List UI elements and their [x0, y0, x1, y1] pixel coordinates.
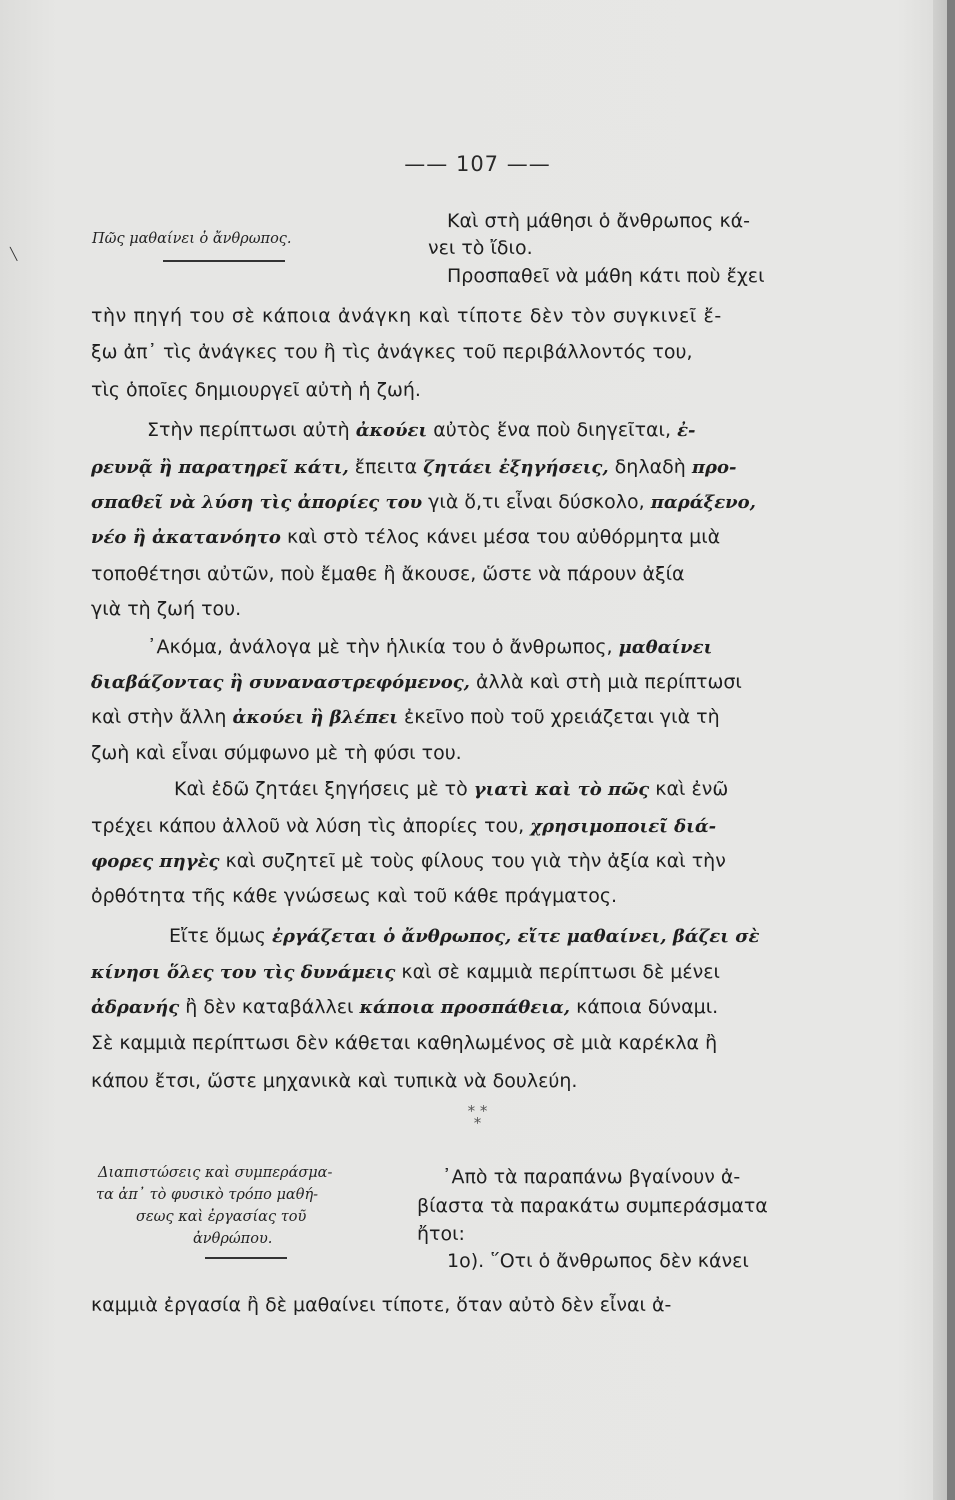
text-run: Σὲ καμμιὰ περίπτωσι δὲν κάθεται καθηλωμένος σὲ μιὰ καρέκλα ἢ [91, 1032, 718, 1054]
emphasis-text: κίνησι ὅλες του τὶς δυνάμεις [91, 962, 396, 983]
text-line [91, 708, 720, 727]
text-line [417, 1225, 465, 1244]
margin-note-line: σεως καὶ ἐργασίας τοῦ [136, 1209, 307, 1225]
page-number: —— 107 —— [404, 152, 551, 176]
text-line [91, 381, 421, 400]
text-line [91, 963, 720, 982]
text-line [91, 458, 736, 477]
text-run: ὀρθότητα τῆς κάθε γνώσεως καὶ τοῦ κάθε πράγματος. [91, 885, 618, 907]
scan-mark: ╲ [10, 247, 18, 261]
emphasis-text: φορες πηγὲς [91, 851, 220, 872]
text-run: ξω ἀπ᾿ τὶς ἀνάγκες του ἢ τὶς ἀνάγκες τοῦ περιβάλλοντός του, [91, 341, 693, 363]
emphasis-text: ἐργάζεται ὁ ἄνθρωπος, εἴτε μαθαίνει, βάζει σὲ [272, 926, 760, 947]
text-run: ἢ δὲν καταβάλλει [179, 996, 360, 1018]
text-run: δηλαδὴ [608, 456, 692, 478]
text-line [147, 638, 712, 657]
emphasis-text: ἀδρανής [91, 997, 180, 1018]
margin-note-line: ἀνθρώπου. [193, 1231, 273, 1247]
text-run: τὴν πηγή του σὲ κάποια ἀνάγκη καὶ τίποτε δὲν τὸν συγκινεῖ ἔ- [91, 305, 722, 327]
emphasis-text: σπαθεῖ νὰ λύση τὶς ἀπορίες του [91, 492, 423, 513]
emphasis-text: ρευνᾷ ἢ παρατηρεῖ κάτι, [91, 457, 349, 478]
text-run: 1ο). ῞Οτι ὁ ἄνθρωπος δὲν κάνει [447, 1250, 749, 1272]
text-run: ἀλλὰ καὶ στὴ μιὰ περίπτωσι [469, 671, 742, 693]
text-line [91, 852, 726, 871]
text-run: ἤτοι: [417, 1223, 465, 1245]
text-run: καμμιὰ ἐργασία ἢ δὲ μαθαίνει τίποτε, ὅταν αὐτὸ δὲν εἶναι ἀ- [91, 1294, 672, 1316]
margin-note-line: Διαπιστώσεις καὶ συμπεράσμα- [98, 1165, 333, 1181]
margin-rule-2 [205, 1257, 287, 1259]
text-line [91, 343, 693, 362]
scan-border [947, 0, 955, 1500]
emphasis-text: προ- [691, 457, 737, 478]
margin-note-line: τα ἀπ᾿ τὸ φυσικὸ τρόπο μαθή- [96, 1187, 319, 1203]
emphasis-text: κάποια προσπάθεια, [359, 997, 571, 1018]
emphasis-text: χρησιμοποιεῖ διά- [530, 816, 717, 837]
text-run: καὶ στὸ τέλος κάνει μέσα του αὐθόρμητα μιὰ [280, 526, 721, 548]
text-run: καὶ στὴν ἄλλη [91, 706, 233, 728]
text-line [447, 1252, 749, 1271]
text-run: Προσπαθεῖ νὰ μάθη κάτι ποὺ ἔχει [447, 265, 765, 287]
text-run: κάποια δύναμι. [570, 996, 719, 1018]
text-run: τοποθέτησι αὐτῶν, ποὺ ἔμαθε ἢ ἄκουσε, ὥστε νὰ πάρουν ἀξία [91, 563, 685, 585]
text-run: ἐκεῖνο ποὺ τοῦ χρειάζεται γιὰ τὴ [397, 706, 720, 728]
text-line [91, 493, 756, 512]
emphasis-text: διαβάζοντας ἢ συναναστρεφόμενος, [91, 672, 470, 693]
text-line [428, 239, 533, 258]
emphasis-text: γιατὶ καὶ τὸ πῶς [473, 779, 650, 800]
text-line [91, 1296, 671, 1315]
emphasis-text: ἀκούει ἢ βλέπει [232, 707, 398, 728]
section-asterism: * * * [467, 1102, 488, 1132]
text-line [447, 267, 765, 286]
text-run: καὶ σὲ καμμιὰ περίπτωσι δὲ μένει [395, 961, 720, 983]
emphasis-text: μαθαίνει [618, 637, 713, 658]
emphasis-text: ἀκούει [355, 420, 428, 441]
text-run: γιὰ τὴ ζωή του. [91, 598, 242, 620]
text-run: καὶ ἐνῶ [649, 778, 729, 800]
margin-note-how-man-learns: Πῶς μαθαίνει ὁ ἄνθρωπος. [92, 231, 292, 247]
text-run: ᾿Απὸ τὰ παραπάνω βγαίνουν ἀ- [442, 1166, 741, 1188]
text-line [91, 307, 722, 326]
text-line [169, 927, 759, 946]
text-run: Καὶ στὴ μάθησι ὁ ἄνθρωπος κά- [447, 210, 751, 232]
text-line [442, 1168, 740, 1187]
text-run: τὶς ὁποῖες δημιουργεῖ αὐτὴ ἡ ζωή. [91, 379, 421, 401]
text-run: ἔπειτα [348, 456, 424, 478]
text-run: Καὶ ἐδῶ ζητάει ξηγήσεις μὲ τὸ [174, 778, 474, 800]
text-run: καὶ συζητεῖ μὲ τοὺς φίλους του γιὰ τὴν ἀξία καὶ τὴν [219, 850, 726, 872]
text-line [147, 421, 695, 440]
emphasis-text: παράξενο, [650, 492, 756, 513]
text-run: νει τὸ ἴδιο. [428, 237, 533, 259]
text-run: βίαστα τὰ παρακάτω συμπεράσματα [417, 1195, 768, 1217]
text-line [91, 673, 742, 692]
text-run: ᾿Ακόμα, ἀνάλογα μὲ τὴν ἡλικία του ὁ ἄνθρωπος, [147, 636, 619, 658]
text-line [91, 565, 685, 584]
text-line [417, 1197, 768, 1216]
text-run: κάπου ἔτσι, ὥστε μηχανικὰ καὶ τυπικὰ νὰ δουλεύη. [91, 1070, 578, 1092]
text-line [91, 744, 462, 763]
text-run: τρέχει κάπου ἀλλοῦ νὰ λύση τὶς ἀπορίες του, [91, 815, 531, 837]
text-line [91, 1072, 577, 1091]
text-line [91, 998, 718, 1017]
text-line [91, 817, 716, 836]
text-run: γιὰ ὅ,τι εἶναι δύσκολο, [422, 491, 651, 513]
text-line [174, 780, 728, 799]
text-line [91, 600, 241, 619]
text-line [91, 887, 617, 906]
text-run: Εἴτε ὅμως [169, 925, 272, 947]
text-line [91, 528, 720, 547]
text-run: αὐτὸς ἕνα ποὺ διηγεῖται, [427, 419, 678, 441]
emphasis-text: ζητάει ἐξηγήσεις, [423, 457, 609, 478]
emphasis-text: ἐ- [677, 420, 696, 441]
text-line [447, 212, 750, 231]
text-run: ζωὴ καὶ εἶναι σύμφωνο μὲ τὴ φύσι του. [91, 742, 462, 764]
margin-rule-1 [163, 260, 285, 262]
emphasis-text: νέο ἢ ἀκατανόητο [91, 527, 281, 548]
text-run: Στὴν περίπτωσι αὐτὴ [147, 419, 356, 441]
text-line [91, 1034, 717, 1053]
